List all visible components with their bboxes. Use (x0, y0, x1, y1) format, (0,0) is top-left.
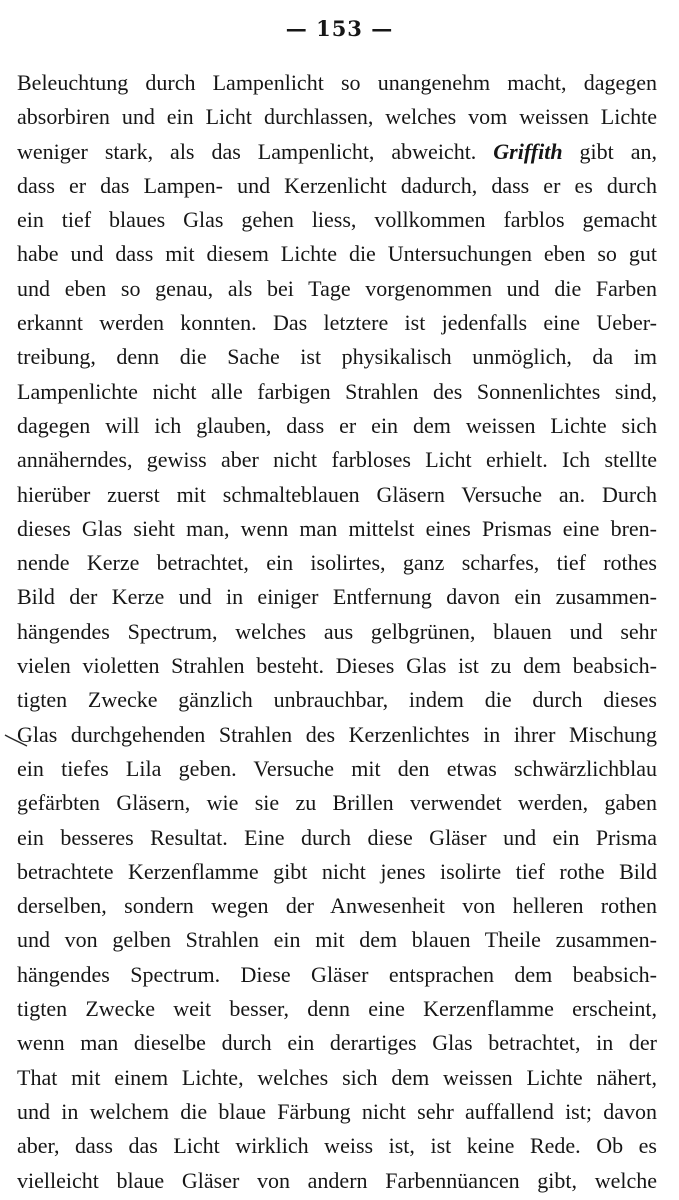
text-line: und eben so genau, als bei Tage vorgenommen und die Farben (17, 275, 657, 301)
text-line: Lampenlichte nicht alle farbigen Strahlen des Sonnenlichtes sind, (17, 378, 657, 404)
text-line: tigten Zwecke weit besser, denn eine Kerzenflamme erscheint, (17, 996, 657, 1022)
text-line: treibung, denn die Sache ist physikalisch unmöglich, da im (17, 344, 657, 370)
text-line (17, 135, 657, 169)
text-line-start: weniger stark, als das Lampenlicht, abweicht. (17, 138, 477, 164)
text-line: und in welchem die blaue Färbung nicht sehr auffallend ist; davon (17, 1098, 657, 1124)
text-line: dass er das Lampen- und Kerzenlicht dadurch, dass er es durch (17, 172, 657, 198)
text-line: und von gelben Strahlen ein mit dem blauen Theile zusammen- (17, 927, 657, 953)
text-line: That mit einem Lichte, welches sich dem weissen Lichte nähert, (17, 1064, 657, 1090)
text-line: vielen violetten Strahlen besteht. Dieses Glas ist zu dem beabsich- (17, 653, 657, 679)
text-line: dagegen will ich glauben, dass er ein dem weissen Lichte sich (17, 412, 657, 438)
text-line: Beleuchtung durch Lampenlicht so unangenehm macht, dagegen (17, 70, 657, 95)
text-line: derselben, sondern wegen der Anwesenheit von helleren rothen (17, 893, 657, 919)
text-line: hierüber zuerst mit schmalteblauen Gläsern Versuche an. Durch (17, 481, 657, 507)
text-line: ein tiefes Lila geben. Versuche mit den etwas schwärzlichblau (17, 755, 657, 781)
text-line: absorbiren und ein Licht durchlassen, welches vom weissen Lichte (17, 104, 657, 130)
author-name: Griffith (493, 138, 563, 164)
text-line: erkannt werden konnten. Das letztere ist jedenfalls eine Ueber- (17, 310, 657, 336)
text-line: Bild der Kerze und in einiger Entfernung davon ein zusammen- (17, 584, 657, 610)
margin-pen-mark (4, 733, 30, 749)
text-line: aber, dass das Licht wirklich weiss ist, ist keine Rede. Ob es (17, 1133, 657, 1159)
text-line: wenn man dieselbe durch ein derartiges Glas betrachtet, in der (17, 1030, 657, 1056)
text-line: ein besseres Resultat. Eine durch diese Gläser und ein Prisma (17, 824, 657, 850)
text-line: hängendes Spectrum. Diese Gläser entsprachen dem beabsich- (17, 961, 657, 987)
text-line: dieses Glas sieht man, wenn man mittelst eines Prismas eine bren- (17, 515, 657, 541)
body-text (17, 66, 657, 1198)
text-line: vielleicht blaue Gläser von andern Farbennüancen gibt, welche (17, 1167, 657, 1193)
text-line: betrachtete Kerzenflamme gibt nicht jenes isolirte tief rothe Bild (17, 858, 657, 884)
text-line: nende Kerze betrachtet, ein isolirtes, ganz scharfes, tief rothes (17, 550, 657, 576)
page-number-header: — 153 — (285, 16, 394, 41)
text-line: tigten Zwecke gänzlich unbrauchbar, indem die durch dieses (17, 687, 657, 713)
text-line: hängendes Spectrum, welches aus gelbgrünen, blauen und sehr (17, 618, 657, 644)
text-line-end: gibt an, (562, 138, 657, 164)
text-line: Glas durchgehenden Strahlen des Kerzenlichtes in ihrer Mischung (17, 721, 657, 747)
text-line: annäherndes, gewiss aber nicht farbloses Licht erhielt. Ich stellte (17, 447, 657, 473)
text-line: gefärbten Gläsern, wie sie zu Brillen verwendet werden, gaben (17, 790, 657, 816)
text-line: ein tief blaues Glas gehen liess, vollkommen farblos gemacht (17, 207, 657, 233)
text-line: habe und dass mit diesem Lichte die Untersuchungen eben so gut (17, 241, 657, 267)
